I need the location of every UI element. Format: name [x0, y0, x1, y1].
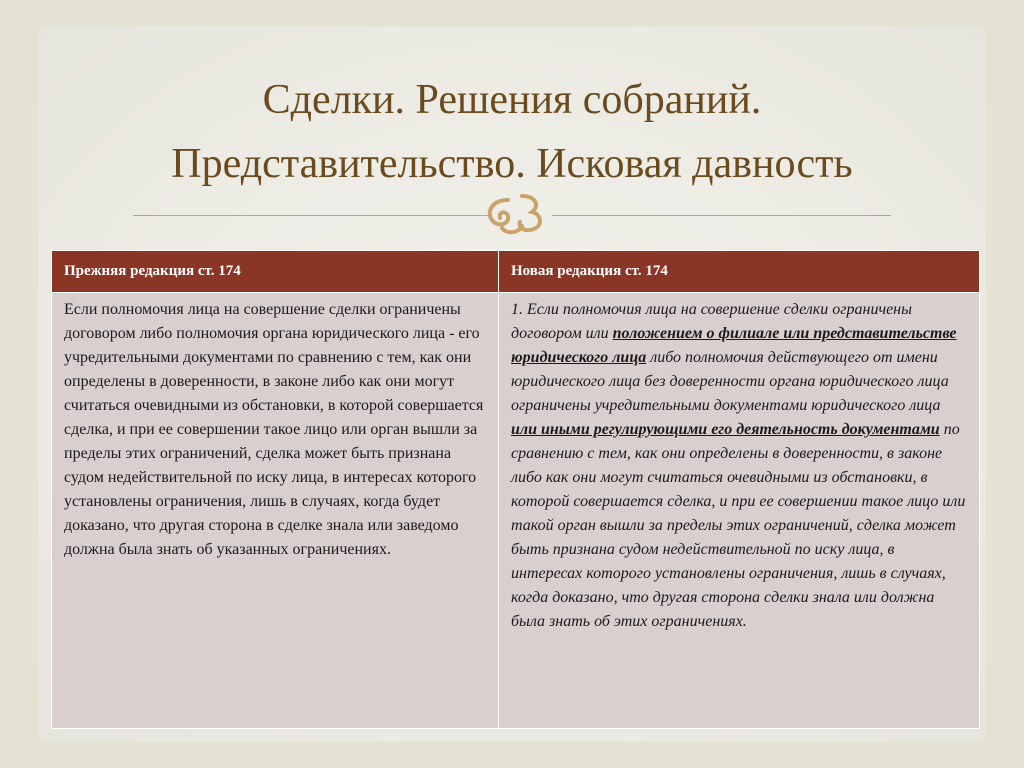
divider-line-left	[133, 215, 488, 216]
new-text-part-2: либо полномочия действующего от имени юридического лица без доверенности органа юридического лица ограничены учредительными документами юридического лица	[511, 349, 949, 414]
table-header-row	[52, 251, 980, 293]
comparison-table	[51, 250, 980, 729]
title-line-2: Представительство. Исковая давность	[171, 141, 853, 187]
new-text-emphasis-2: или иными регулирующими его деятельность документами	[511, 421, 940, 438]
table-row	[52, 293, 980, 729]
header-new-edition: Новая редакция ст. 174	[499, 251, 980, 293]
new-text-emphasis-1: положением о филиале или представительстве юридического лица	[511, 325, 957, 366]
new-text-part-3: по сравнению с тем, как они определены в доверенности, в законе либо как они могут считаться очевидными из обстановки, в которой совершается сделка, и при ее совершении такое лицо или такой орган вышли за пределы этих ограничений, сделка может быть признана судом недействительной по иску лица, в интересах которого установлены ограничения, лишь в случаях, когда доказано, что другая сторона сделки знала или должна была знать об этих ограничениях.	[511, 421, 966, 630]
divider-line-right	[552, 215, 891, 216]
new-edition-text	[499, 293, 980, 729]
header-old-edition: Прежняя редакция ст. 174	[52, 251, 499, 293]
new-text-part-1: 1. Если полномочия лица на совершение сделки ограничены договором или	[511, 301, 912, 342]
title-line-1: Сделки. Решения собраний.	[262, 77, 762, 123]
ornament-scroll-icon	[478, 186, 558, 242]
old-edition-text: Если полномочия лица на совершение сделки ограничены договором либо полномочия органа юридического лица - его учредительными документами по сравнению с тем, как они определены в доверенности, в законе либо как они могут считаться очевидными из обстановки, в которой совершается сделка, и при ее совершении такое лицо или орган вышли за пределы этих ограничений, сделка может быть признана судом недействительной по иску лица, в интересах которого установлены ограничения, лишь в случаях, когда будет доказано, что другая сторона в сделке знала или заведомо должна была знать об указанных ограничениях.	[52, 293, 499, 729]
slide-title	[60, 68, 964, 196]
